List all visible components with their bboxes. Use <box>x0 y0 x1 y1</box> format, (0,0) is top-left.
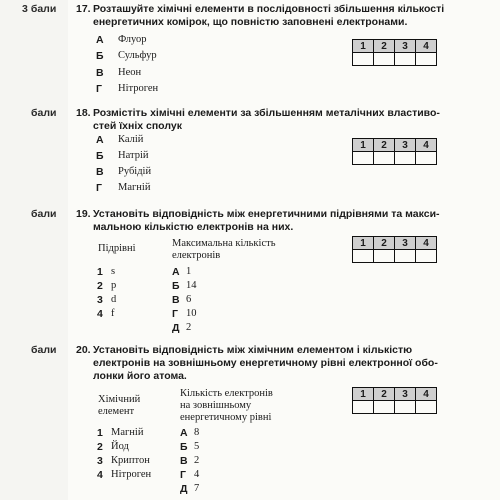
grid-header-cell: 4 <box>416 40 437 53</box>
answer-grid-20 <box>352 387 437 414</box>
left-column-header: Хімічний елемент <box>98 394 141 417</box>
grid-header-cell: 2 <box>374 139 395 152</box>
answer-cell[interactable] <box>374 152 395 165</box>
answer-cell[interactable] <box>353 250 374 263</box>
answer-cell[interactable] <box>374 401 395 414</box>
answer-grid-18 <box>352 138 437 165</box>
points-margin <box>0 0 68 500</box>
grid-header-cell: 1 <box>353 139 374 152</box>
grid-header-cell: 4 <box>416 139 437 152</box>
question-number-18: 18. <box>76 107 91 119</box>
grid-header-cell: 4 <box>416 388 437 401</box>
grid-header-cell: 2 <box>374 388 395 401</box>
answer-cell[interactable] <box>416 53 437 66</box>
answer-cell[interactable] <box>374 53 395 66</box>
question-text-18: Розмістіть хімічні елементи за збільшенням металічних властиво- стей їхніх сполук <box>93 107 440 132</box>
right-column-header: Максимальна кількість електронів <box>172 238 276 261</box>
grid-header-cell: 3 <box>395 139 416 152</box>
question-text-17: Розташуйте хімічні елементи в послідовності збільшення кількості енергетичних комірок, що повністю заповнені електронами. <box>93 3 445 28</box>
question-number-20: 20. <box>76 344 91 356</box>
left-column-header: Підрівні <box>98 243 136 254</box>
grid-header-cell: 1 <box>353 40 374 53</box>
points-label-q17: 3 бали <box>22 3 57 15</box>
question-number-19: 19. <box>76 208 91 220</box>
answer-cell[interactable] <box>416 401 437 414</box>
grid-header-cell: 3 <box>395 40 416 53</box>
answer-cell[interactable] <box>353 401 374 414</box>
grid-header-cell: 3 <box>395 388 416 401</box>
answer-cell[interactable] <box>353 53 374 66</box>
answer-cell[interactable] <box>416 152 437 165</box>
answer-cell[interactable] <box>416 250 437 263</box>
grid-header-cell: 4 <box>416 237 437 250</box>
grid-header-cell: 3 <box>395 237 416 250</box>
answer-grid-17 <box>352 39 437 66</box>
answer-cell[interactable] <box>395 152 416 165</box>
question-text-20: Установіть відповідність між хімічним елементом і кількістю електронів на зовнішньому енергетичному рівні електронної обо- лонки його атома. <box>93 344 438 382</box>
right-column-header: Кількість електронів на зовнішньому енергетичному рівні <box>180 388 273 423</box>
answer-cell[interactable] <box>395 401 416 414</box>
answer-cell[interactable] <box>395 53 416 66</box>
points-label-q20: бали <box>31 344 57 356</box>
grid-header-cell: 2 <box>374 40 395 53</box>
grid-header-cell: 1 <box>353 237 374 250</box>
answer-grid-19 <box>352 236 437 263</box>
answer-cell[interactable] <box>374 250 395 263</box>
question-number-17: 17. <box>76 3 91 15</box>
grid-header-cell: 2 <box>374 237 395 250</box>
grid-header-cell: 1 <box>353 388 374 401</box>
points-label-q19: бали <box>31 208 57 220</box>
answer-cell[interactable] <box>353 152 374 165</box>
points-label-q18: бали <box>31 107 57 119</box>
answer-cell[interactable] <box>395 250 416 263</box>
question-text-19: Установіть відповідність між енергетичними підрівнями та макси- мальною кількістю електронів на них. <box>93 208 440 233</box>
